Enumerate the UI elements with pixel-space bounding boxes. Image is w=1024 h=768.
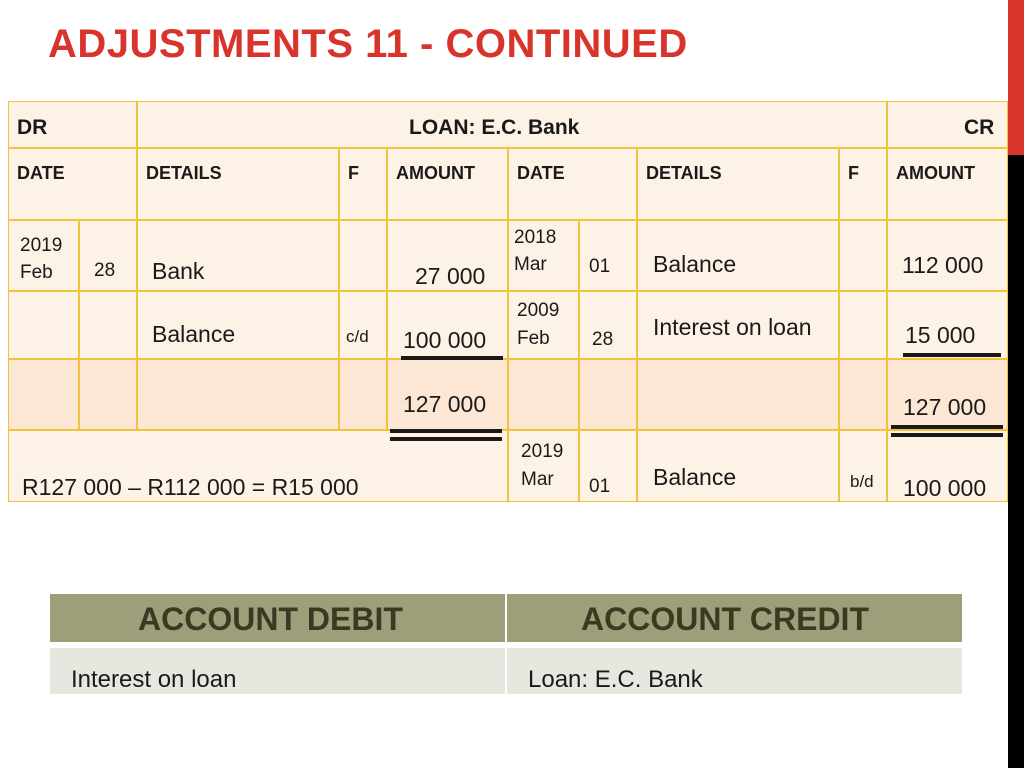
credit-row2-details: Interest on loan (653, 314, 812, 340)
debit-row1-amount-cell (387, 220, 508, 291)
page-title: ADJUSTMENTS 11 - CONTINUED (48, 22, 688, 66)
debit-total-double-underline-bottom (390, 437, 502, 441)
debit-row2-folio: c/d (346, 327, 369, 346)
header-amount-right (887, 148, 1008, 220)
debit-row1-folio-cell (339, 220, 387, 291)
credit-subtotal-underline (903, 353, 1001, 357)
debit-row2-folio-cell (339, 291, 387, 359)
header-amount-left (387, 148, 508, 220)
ledger-account-table (8, 101, 1008, 502)
debit-row2-details-cell (137, 291, 339, 359)
total-row-date (8, 359, 79, 430)
total-row-folio-right (839, 359, 887, 430)
header-details-right (637, 148, 839, 220)
credit-row2-folio-cell (839, 291, 887, 359)
header-f-left-label: F (348, 163, 359, 183)
debit-row1-amount: 27 000 (415, 263, 486, 289)
debit-row1-month: Feb (20, 262, 53, 283)
total-row-day (79, 359, 137, 430)
credit-row1-folio-cell (839, 220, 887, 291)
debit-row2-amount-cell (387, 291, 508, 359)
cr-label: CR (964, 116, 995, 139)
dr-header-cell (8, 101, 137, 148)
calculation-note: R127 000 – R112 000 = R15 000 (22, 474, 359, 500)
credit-row1-month: Mar (514, 254, 547, 275)
debit-row2-details: Balance (152, 321, 236, 347)
header-date-right-label: DATE (517, 163, 565, 183)
debit-total: 127 000 (403, 391, 487, 417)
credit-row1-year: 2018 (514, 227, 557, 248)
credit-row2-details-cell (637, 291, 839, 359)
header-f-right-label: F (848, 163, 859, 183)
dr-label: DR (17, 116, 48, 139)
credit-row2-day-cell (579, 291, 637, 359)
header-date-left (8, 148, 137, 220)
credit-row2-day: 28 (592, 329, 614, 350)
summary-credit-heading: ACCOUNT CREDIT (581, 601, 869, 637)
credit-row1-amount-cell (887, 220, 1008, 291)
credit-row1-details-cell (637, 220, 839, 291)
debit-total-double-underline-top (390, 429, 502, 433)
cr-header-cell (887, 101, 1008, 148)
debit-subtotal-underline (401, 356, 503, 360)
summary-credit-header (507, 594, 962, 642)
credit-row1-amount: 112 000 (902, 252, 984, 278)
credit-row2-month: Feb (517, 328, 550, 349)
summary-debit-value: Interest on loan (71, 666, 237, 693)
credit-total-double-underline-bottom (891, 433, 1003, 437)
header-f-right (839, 148, 887, 220)
header-details-left-label: DETAILS (146, 163, 222, 183)
header-f-left (339, 148, 387, 220)
header-amount-left-label: AMOUNT (396, 163, 475, 183)
header-details-left (137, 148, 339, 220)
debit-row1-date (8, 220, 79, 291)
credit-bd-year: 2019 (521, 441, 564, 462)
credit-bd-day-cell (579, 430, 637, 502)
credit-row2-amount-cell (887, 291, 1008, 359)
debit-row2-date (8, 291, 79, 359)
account-name-cell (137, 101, 887, 148)
summary-debit-heading: ACCOUNT DEBIT (138, 601, 403, 637)
debit-row1-details: Bank (152, 258, 205, 284)
credit-total-double-underline-top (891, 425, 1003, 429)
header-details-right-label: DETAILS (646, 163, 722, 183)
summary-credit-body (507, 648, 962, 694)
summary-debit-header (50, 594, 505, 642)
credit-bd-date (508, 430, 579, 502)
debit-row2-amount: 100 000 (403, 327, 487, 353)
total-row-day-right (579, 359, 637, 430)
debit-total-cell (387, 359, 508, 430)
credit-row2-year: 2009 (517, 300, 560, 321)
header-date-right (508, 148, 637, 220)
credit-bd-day: 01 (589, 476, 611, 497)
decorative-side-bar-red (1008, 0, 1024, 155)
credit-bd-details: Balance (653, 464, 737, 490)
credit-bd-month: Mar (521, 469, 554, 490)
credit-bd-details-cell (637, 430, 839, 502)
credit-bd-amount: 100 000 (903, 475, 987, 501)
credit-row1-day: 01 (589, 256, 611, 277)
debit-row1-details-cell (137, 220, 339, 291)
credit-total: 127 000 (903, 394, 987, 420)
debit-row1-year: 2019 (20, 235, 63, 256)
credit-total-cell (887, 359, 1008, 430)
debit-row1-day: 28 (94, 260, 116, 281)
credit-bd-folio-cell (839, 430, 887, 502)
debit-row1-day-cell (79, 220, 137, 291)
summary-credit-value: Loan: E.C. Bank (528, 666, 703, 693)
debit-row2-day-cell (79, 291, 137, 359)
credit-row2-date (508, 291, 579, 359)
header-amount-right-label: AMOUNT (896, 163, 975, 183)
total-row-date-right (508, 359, 579, 430)
total-row-details (137, 359, 339, 430)
header-date-left-label: DATE (17, 163, 65, 183)
credit-row1-details: Balance (653, 251, 737, 277)
summary-debit-body (50, 648, 505, 694)
total-row-folio (339, 359, 387, 430)
account-name: LOAN: E.C. Bank (409, 116, 580, 139)
credit-row1-day-cell (579, 220, 637, 291)
credit-row1-date (508, 220, 579, 291)
credit-row2-amount: 15 000 (905, 322, 976, 348)
credit-bd-amount-cell (887, 430, 1008, 502)
total-row-details-right (637, 359, 839, 430)
credit-bd-folio: b/d (850, 472, 874, 491)
decorative-side-bar-black (1008, 155, 1024, 768)
